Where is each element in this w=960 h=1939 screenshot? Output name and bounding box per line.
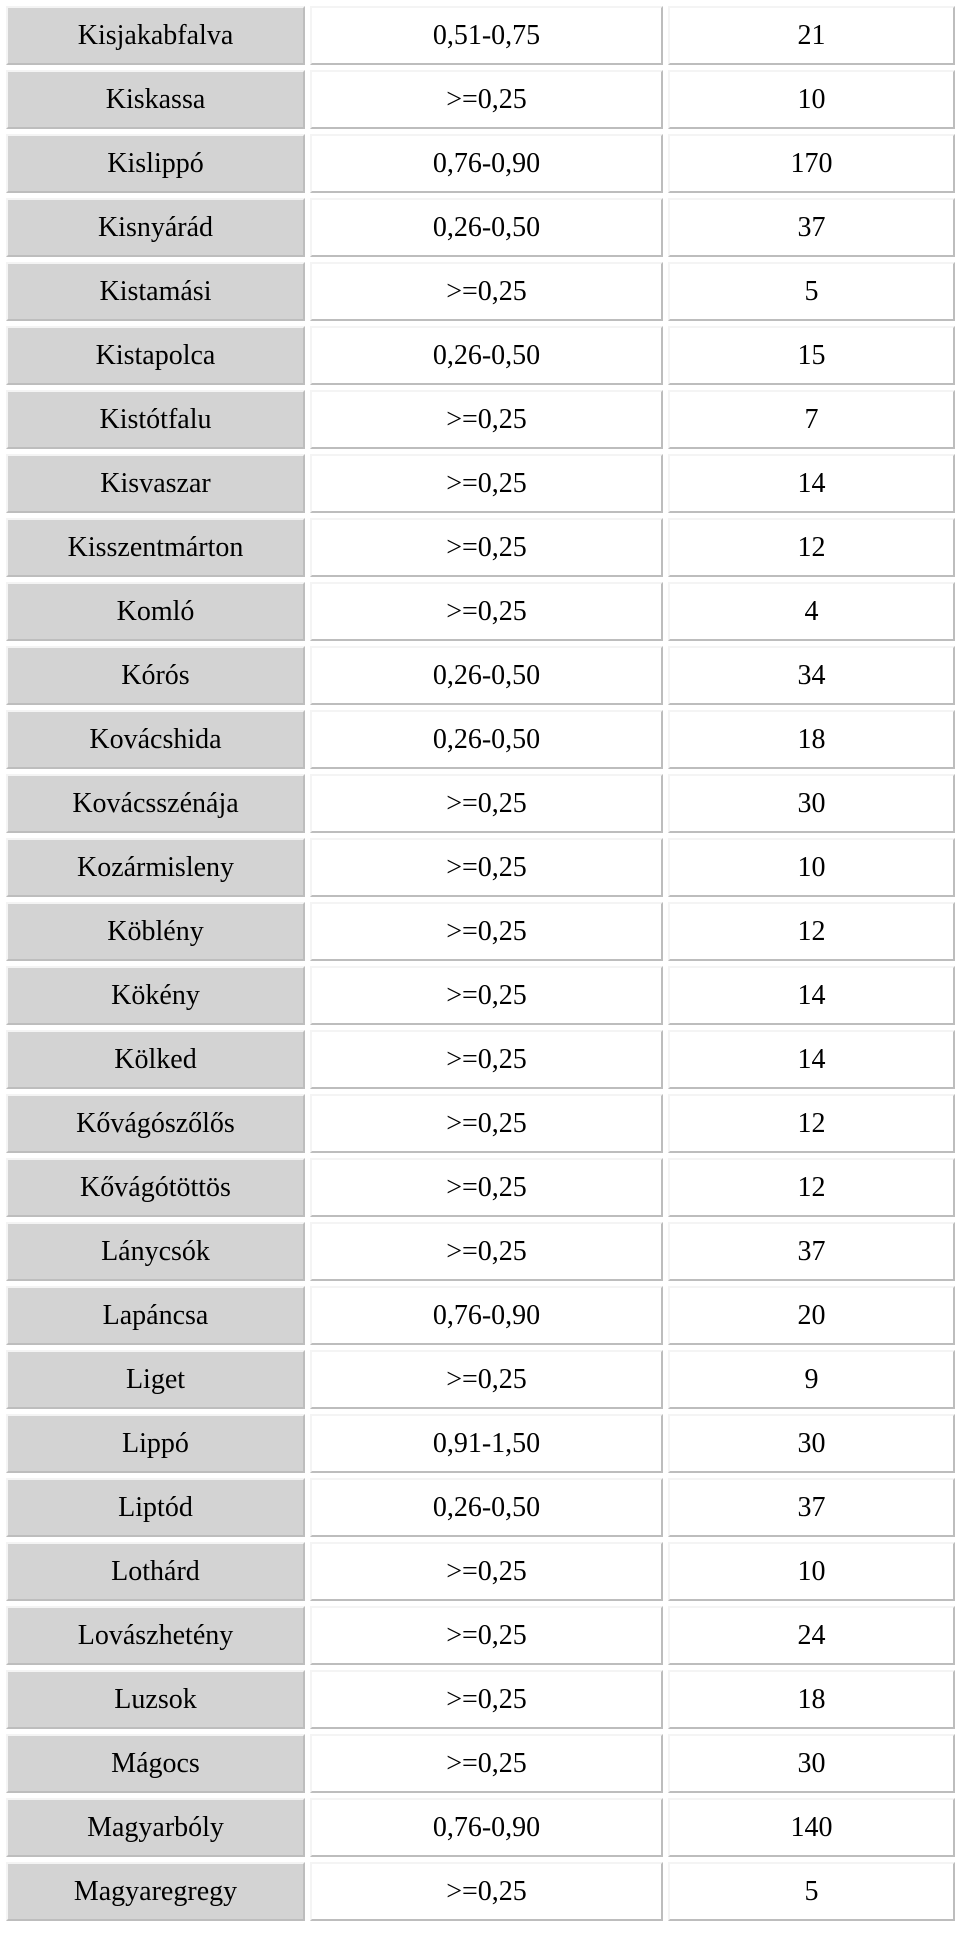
settlement-name-cell: Kistamási [6, 262, 305, 321]
value-cell: 7 [668, 390, 955, 449]
value-cell: 14 [668, 966, 955, 1025]
value-cell: 37 [668, 1222, 955, 1281]
table-row [6, 646, 955, 705]
value-cell: 37 [668, 1478, 955, 1537]
value-cell: 30 [668, 1414, 955, 1473]
settlement-name-cell: Kiskassa [6, 70, 305, 129]
range-cell: >=0,25 [310, 1158, 663, 1217]
value-cell: 20 [668, 1286, 955, 1345]
value-cell: 34 [668, 646, 955, 705]
table-row [6, 1094, 955, 1153]
settlement-name-cell: Kovácshida [6, 710, 305, 769]
range-cell: 0,76-0,90 [310, 1798, 663, 1857]
value-cell: 30 [668, 1734, 955, 1793]
settlement-name-cell: Luzsok [6, 1670, 305, 1729]
settlement-name-cell: Kisszentmárton [6, 518, 305, 577]
value-cell: 10 [668, 838, 955, 897]
table-row [6, 390, 955, 449]
value-cell: 170 [668, 134, 955, 193]
range-cell: >=0,25 [310, 838, 663, 897]
table-row [6, 326, 955, 385]
value-cell: 5 [668, 1862, 955, 1921]
range-cell: >=0,25 [310, 518, 663, 577]
value-cell: 10 [668, 1542, 955, 1601]
table-row [6, 1158, 955, 1217]
settlement-name-cell: Kisnyárád [6, 198, 305, 257]
table-row [6, 1030, 955, 1089]
table-row [6, 262, 955, 321]
range-cell: >=0,25 [310, 1734, 663, 1793]
table-row [6, 902, 955, 961]
settlement-name-cell: Mágocs [6, 1734, 305, 1793]
range-cell: >=0,25 [310, 390, 663, 449]
value-cell: 24 [668, 1606, 955, 1665]
range-cell: >=0,25 [310, 966, 663, 1025]
table-row [6, 1734, 955, 1793]
settlement-name-cell: Kórós [6, 646, 305, 705]
value-cell: 4 [668, 582, 955, 641]
range-cell: 0,26-0,50 [310, 1478, 663, 1537]
range-cell: >=0,25 [310, 1670, 663, 1729]
value-cell: 12 [668, 1158, 955, 1217]
settlement-name-cell: Kistótfalu [6, 390, 305, 449]
range-cell: 0,76-0,90 [310, 1286, 663, 1345]
table-row [6, 6, 955, 65]
table-row [6, 1542, 955, 1601]
table-row [6, 1222, 955, 1281]
table-row [6, 70, 955, 129]
range-cell: >=0,25 [310, 1350, 663, 1409]
settlement-name-cell: Kökény [6, 966, 305, 1025]
table-row [6, 774, 955, 833]
table-row [6, 1798, 955, 1857]
table-row [6, 1606, 955, 1665]
table-row [6, 1414, 955, 1473]
range-cell: >=0,25 [310, 1862, 663, 1921]
range-cell: 0,76-0,90 [310, 134, 663, 193]
range-cell: 0,26-0,50 [310, 646, 663, 705]
range-cell: 0,51-0,75 [310, 6, 663, 65]
table-row [6, 1350, 955, 1409]
settlement-name-cell: Kozármisleny [6, 838, 305, 897]
settlement-name-cell: Lapáncsa [6, 1286, 305, 1345]
table-row [6, 966, 955, 1025]
range-cell: 0,26-0,50 [310, 710, 663, 769]
range-cell: >=0,25 [310, 902, 663, 961]
settlement-name-cell: Lothárd [6, 1542, 305, 1601]
settlement-name-cell: Liptód [6, 1478, 305, 1537]
table-row [6, 710, 955, 769]
value-cell: 14 [668, 454, 955, 513]
table-row [6, 1478, 955, 1537]
range-cell: >=0,25 [310, 454, 663, 513]
table-row [6, 454, 955, 513]
range-cell: >=0,25 [310, 262, 663, 321]
value-cell: 30 [668, 774, 955, 833]
settlement-name-cell: Lánycsók [6, 1222, 305, 1281]
value-cell: 140 [668, 1798, 955, 1857]
settlement-name-cell: Kővágószőlős [6, 1094, 305, 1153]
value-cell: 12 [668, 902, 955, 961]
value-cell: 15 [668, 326, 955, 385]
settlement-name-cell: Köblény [6, 902, 305, 961]
value-cell: 9 [668, 1350, 955, 1409]
value-cell: 37 [668, 198, 955, 257]
settlement-name-cell: Kistapolca [6, 326, 305, 385]
settlement-table [6, 6, 955, 1926]
table-row [6, 1286, 955, 1345]
settlement-name-cell: Magyaregregy [6, 1862, 305, 1921]
table-row [6, 134, 955, 193]
value-cell: 10 [668, 70, 955, 129]
value-cell: 12 [668, 518, 955, 577]
value-cell: 12 [668, 1094, 955, 1153]
settlement-name-cell: Kovácsszénája [6, 774, 305, 833]
settlement-name-cell: Komló [6, 582, 305, 641]
range-cell: >=0,25 [310, 1222, 663, 1281]
value-cell: 14 [668, 1030, 955, 1089]
range-cell: >=0,25 [310, 1094, 663, 1153]
table-row [6, 198, 955, 257]
range-cell: >=0,25 [310, 774, 663, 833]
settlement-name-cell: Kővágótöttös [6, 1158, 305, 1217]
settlement-name-cell: Kölked [6, 1030, 305, 1089]
range-cell: 0,91-1,50 [310, 1414, 663, 1473]
range-cell: 0,26-0,50 [310, 326, 663, 385]
value-cell: 21 [668, 6, 955, 65]
table-row [6, 1670, 955, 1729]
range-cell: >=0,25 [310, 1030, 663, 1089]
settlement-name-cell: Lovászhetény [6, 1606, 305, 1665]
range-cell: >=0,25 [310, 1542, 663, 1601]
settlement-name-cell: Magyarbóly [6, 1798, 305, 1857]
table-row [6, 582, 955, 641]
table-row [6, 838, 955, 897]
range-cell: >=0,25 [310, 582, 663, 641]
settlement-name-cell: Kislippó [6, 134, 305, 193]
table-row [6, 1862, 955, 1921]
range-cell: >=0,25 [310, 1606, 663, 1665]
range-cell: >=0,25 [310, 70, 663, 129]
settlement-name-cell: Lippó [6, 1414, 305, 1473]
value-cell: 18 [668, 710, 955, 769]
range-cell: 0,26-0,50 [310, 198, 663, 257]
table-row [6, 518, 955, 577]
value-cell: 5 [668, 262, 955, 321]
settlement-name-cell: Kisvaszar [6, 454, 305, 513]
settlement-name-cell: Kisjakabfalva [6, 6, 305, 65]
settlement-name-cell: Liget [6, 1350, 305, 1409]
value-cell: 18 [668, 1670, 955, 1729]
